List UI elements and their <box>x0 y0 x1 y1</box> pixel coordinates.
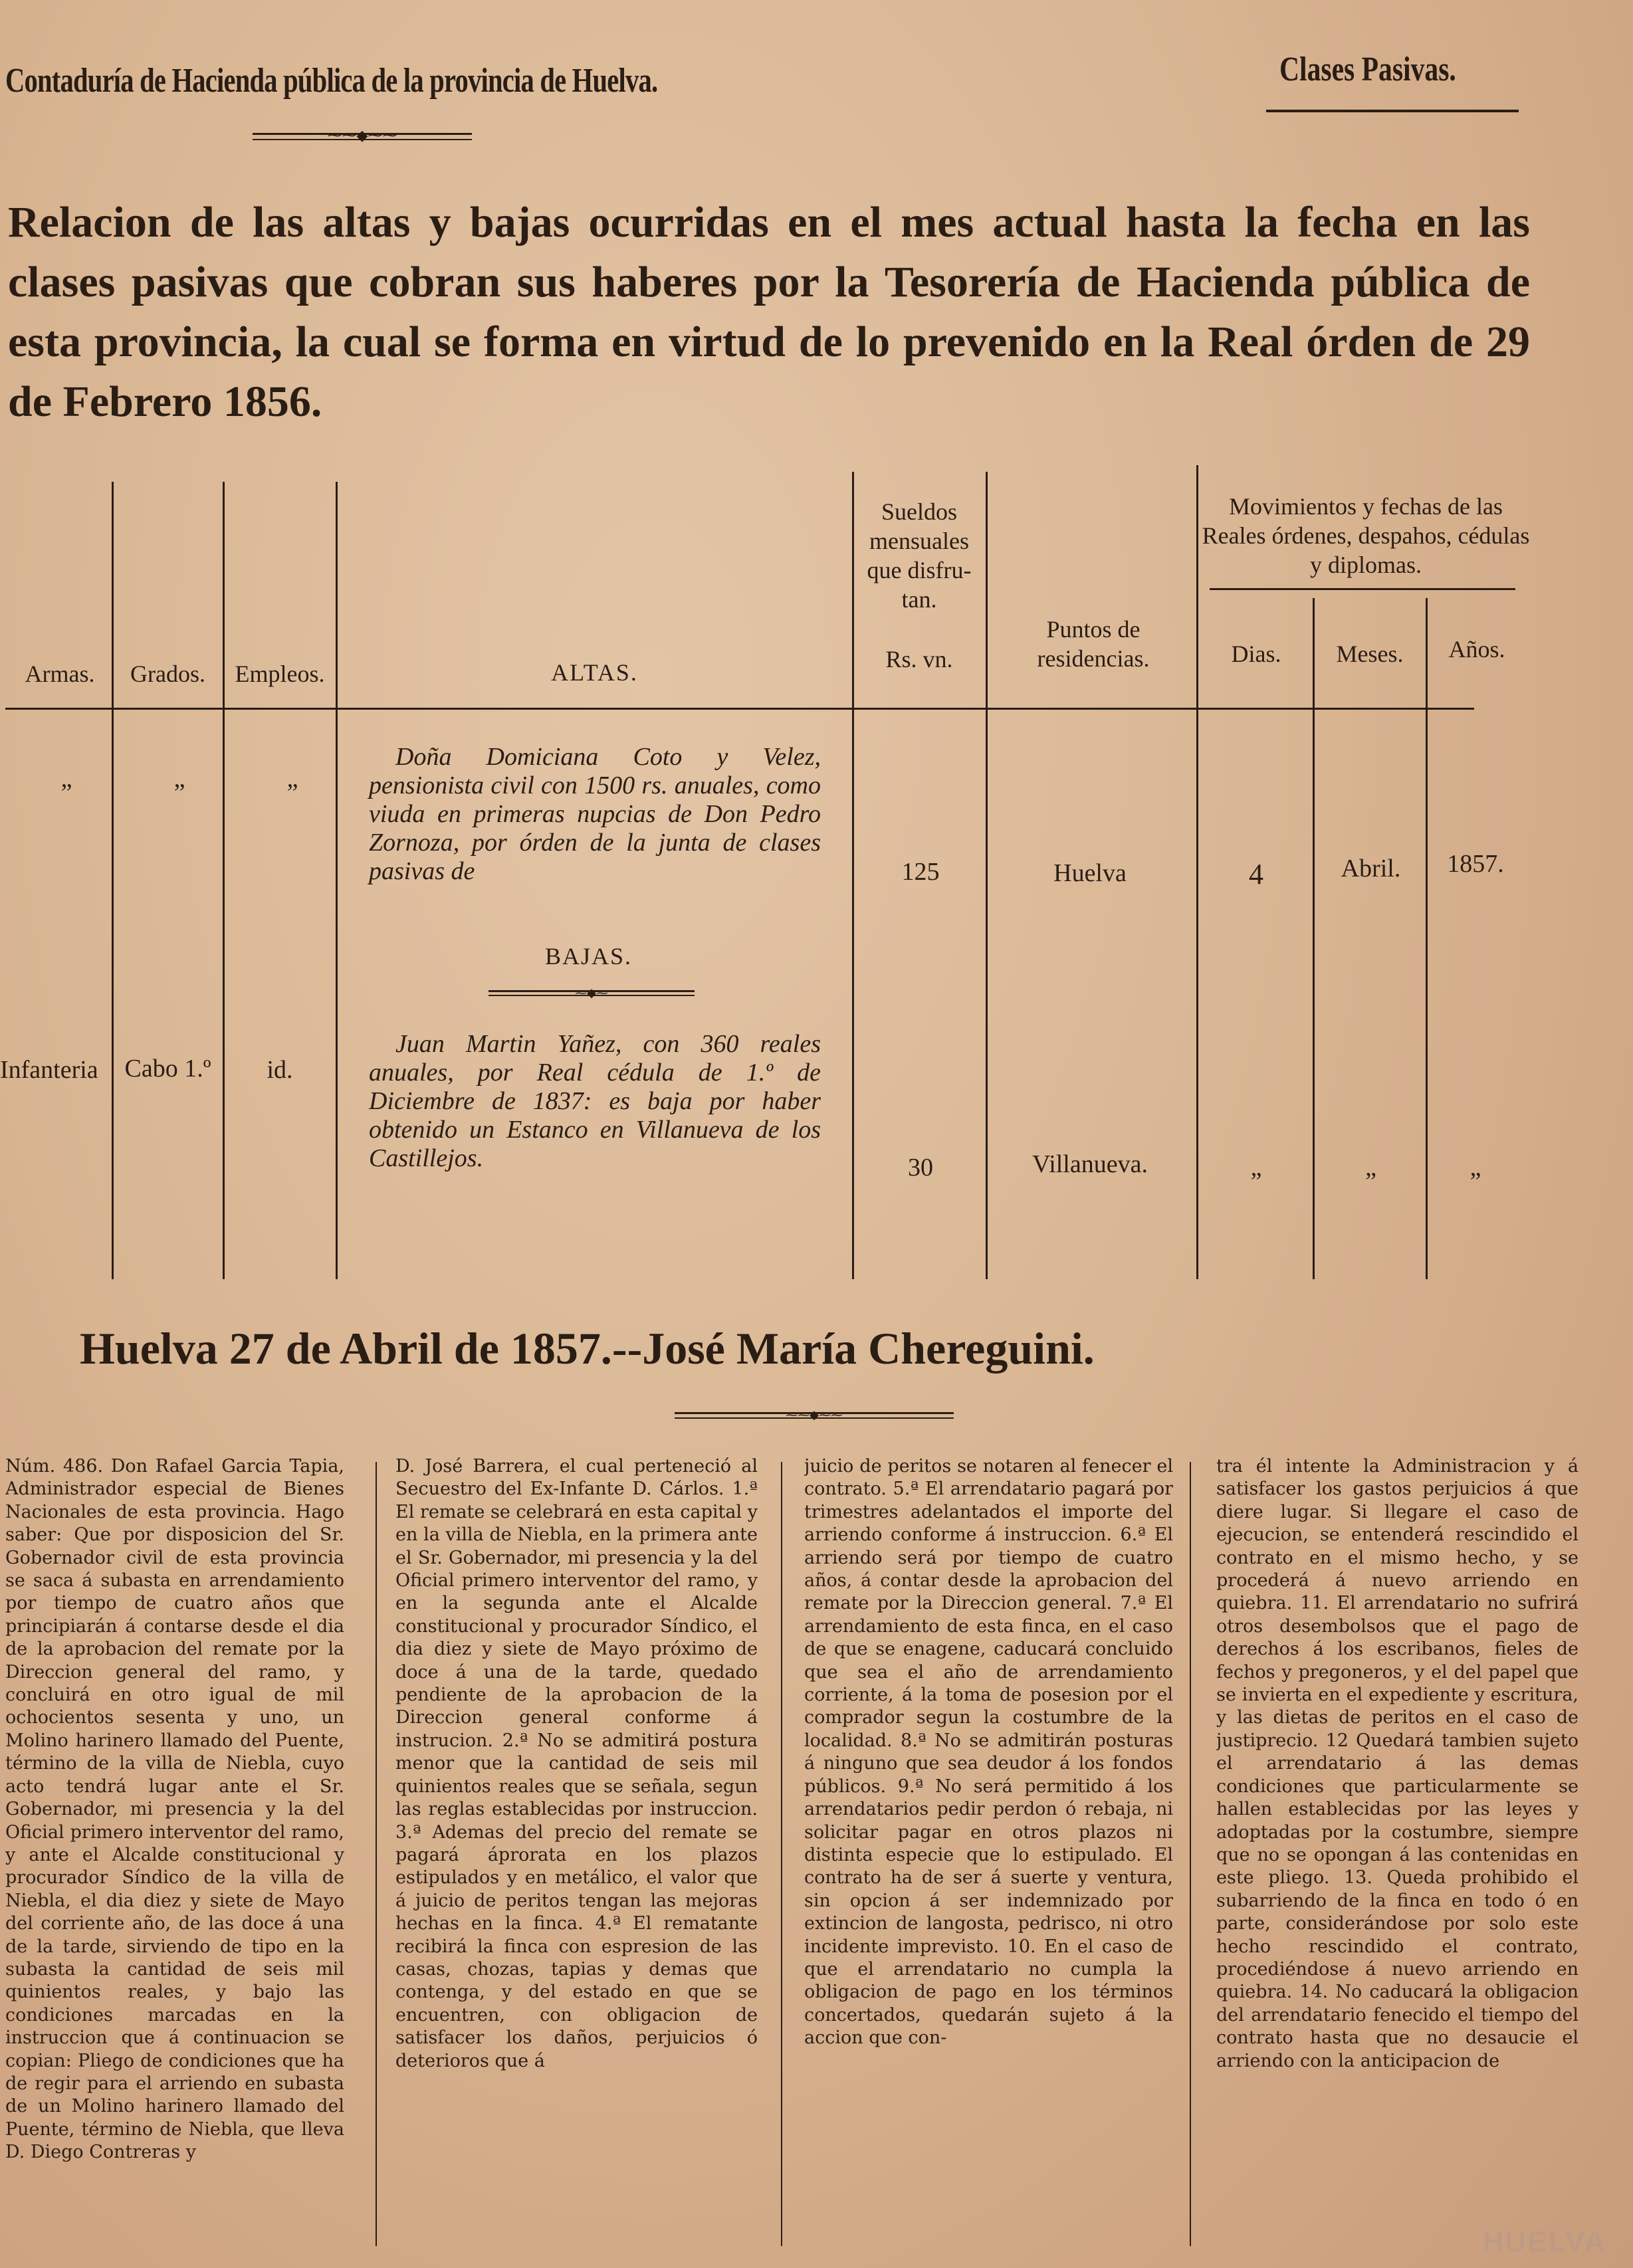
alta-anos: 1857. <box>1447 850 1504 878</box>
grid-line <box>336 482 338 1279</box>
baja-empleos: id. <box>267 1056 293 1084</box>
alta-dias: 4 <box>1249 858 1263 890</box>
text-column-2 <box>395 1455 758 2253</box>
alta-grados: „ <box>173 765 185 793</box>
section-header: Clases Pasivas. <box>1279 51 1456 88</box>
grid-line <box>112 482 114 1279</box>
header-meses: Meses. <box>1336 641 1404 667</box>
office-header: Contaduría de Hacienda pública de la provincia de Huelva. <box>5 62 658 100</box>
signature-line: Huelva 27 de Abril de 1857.--José María Chereguini. <box>80 1323 1095 1374</box>
bajas-label: BAJAS. <box>545 943 633 970</box>
column-divider <box>781 1462 782 2246</box>
baja-residencia: Villanueva. <box>1032 1150 1148 1178</box>
page-title: Relacion de las altas y bajas ocurridas en el mes actual hasta la fecha en las clases pasivas que cobran sus haberes por la Tesorería de Hacienda pública de esta provincia, la cual se forma en virtud de lo prevenido en la Real órden de 29 de Febrero 1856. <box>8 198 1530 426</box>
header-anos: Años. <box>1448 636 1505 663</box>
bajas-ornament: ⁓◆⁓ <box>489 990 695 996</box>
text-column-1 <box>5 1455 344 2253</box>
column-2-text: D. José Barrera, el cual perteneció al Secuestro del Ex-Infante D. Cárlos. 1.ª El remate se celebrará en esta capital y en la villa de Niebla, en la primera ante el Sr. Gobernador, mi presencia y la del Oficial primero interventor del ramo, y en la segunda ante el Alcalde constitucional y procurador Síndico, el dia diez y siete de Mayo próximo de doce á una de la tarde, quedado pendiente de la aprobacion de la Direccion general conforme á instrucion. 2.ª No se admitirá postura menor que la cantidad de seis mil quinientos reales que se señala, segun las reglas establecidas por instruccion. 3.ª Ademas del precio del remate se pagará áprorata en los plazos estipulados y en metálico, el valor que á juicio de peritos tengan las mejoras hechas en la finca. 4.ª El rematante recibirá la finca con espresion de las casas, chozas, tapias y demas que contenga, y del estado en que se encuentren, con obligacion de satisfacer los daños, perjuicios ó deterioros que á <box>395 1456 758 2071</box>
alta-empleos: „ <box>286 765 298 793</box>
header-bottom-rule <box>5 708 1474 710</box>
baja-grados: Cabo 1.º <box>124 1055 211 1082</box>
alta-meses: Abril. <box>1341 855 1401 882</box>
grid-line <box>1196 465 1198 1279</box>
alta-residencia: Huelva <box>1053 859 1127 887</box>
baja-meses: „ <box>1365 1154 1376 1182</box>
column-3-text: juicio de peritos se notaren al fenecer el contrato. 5.ª El arrendatario pagará por trimestres adelantados el importe del arriendo conforme á instruccion. 6.ª El arriendo será por tiempo de cuatro años, á contar desde la aprobacion del remate por la Direccion general. 7.ª El arrendamiento de esta finca, en el caso de que se enagene, caducará concluido que sea el año de arrendamiento corriente, á la toma de posesion por el comprador segun la costumbre de la localidad. 8.ª No se admitirán posturas á ninguno que sea deudor á los fondos públicos. 9.ª No será permitido á los arrendatarios pedir perdon ó rebaja, ni solicitar pagar en otros plazos ni distinta especie que lo estipulado. El contrato ha de ser á suerte y ventura, sin opcion á ser indemnizado por extincion de langosta, pedrisco, ni otro incidente imprevisto. 10. En el caso de que el arrendatario no cumpla la obligacion de pago en los términos concertados, quedarán sujeto á la accion que con- <box>804 1456 1173 2049</box>
grid-line <box>223 482 225 1279</box>
header-dias: Dias. <box>1231 641 1281 667</box>
baja-text: Juan Martin Yañez, con 360 reales anuales, por Real cédula de 1.º de Diciembre de 1837: es baja por haber obtenido un Estanco en Villanueva de los Castillejos. <box>369 1030 821 1172</box>
header-grados: Grados. <box>130 661 205 687</box>
alta-text: Doña Domiciana Coto y Velez, pensionista civil con 1500 rs. anuales, como viuda en primeras nupcias de Don Pedro Zornoza, por órden de la junta de clases pasivas de <box>369 743 821 885</box>
baja-sueldo: 30 <box>908 1154 933 1182</box>
movimientos-rule <box>1210 588 1515 590</box>
header-movimientos: Movimientos y fechas de las Reales órdenes, despahos, cédulas y diplomas. <box>1202 493 1530 578</box>
text-column-4 <box>1216 1455 1579 2253</box>
alta-armas: „ <box>60 765 72 793</box>
column-4-text: tra él intente la Administracion y á satisfacer los gastos perjuicios á que diere lugar. Si llegare el caso de ejecucion, se entenderá rescindido el contrato en el mismo hecho, y se procederá á nuevo arriendo en quiebra. 11. El arrendatario no sufrirá otros desembolsos que el pago de derechos á los escribanos, fieles de fechos y pregoneros, y el del papel que se invierta en el expediente y escritura, y las dietas de peritos en el caso de justiprecio. 12 Quedará tambien sujeto el arrendatario á las demas condiciones que particularmente se hallen establecidas por las leyes y adoptadas por la costumbre, siempre que no se opongan á las contenidas en este pliego. 13. Queda prohibido el subarriendo de la finca en todo ó en parte, considerándose por solo este hecho rescindido el contrato, procediéndose á nuevo arriendo en quiebra. 14. No caducará la obligacion del arrendatario fenecido el tiempo del contrato hasta que no desaucie el arriendo con la anticipacion de <box>1216 1456 1579 2071</box>
header-rule <box>1266 110 1519 112</box>
column-divider <box>376 1462 377 2246</box>
alta-sueldo: 125 <box>901 858 940 886</box>
text-column-3 <box>804 1455 1173 2253</box>
grid-line <box>986 472 988 1279</box>
signature-ornament: ⁓⁓◆⁓⁓ <box>675 1412 954 1419</box>
header-altas: ALTAS. <box>551 659 638 686</box>
archive-watermark: HUELVA <box>1482 2225 1606 2258</box>
grid-line <box>1313 598 1315 1279</box>
header-puntos: Puntos de residencias. <box>1037 616 1150 672</box>
column-1-text: Núm. 486. Don Rafael Garcia Tapia, Administrador especial de Bienes Nacionales de esta provincia. Hago saber: Que por disposicion del Sr. Gobernador civil de esta provincia se saca á subasta en arrendamiento por tiempo de cuatro años que principiarán á contarse desde el dia de la aprobacion del remate por la Direccion general del ramo, y concluirá en otro igual de mil ochocientos sesenta y uno, un Molino harinero llamado del Puente, término de la villa de Niebla, cuyo acto tendrá lugar ante el Sr. Gobernador, mi presencia y la del Oficial primero interventor del ramo, y ante el Alcalde constitucional y procurador Síndico de la villa de Niebla, el dia diez y siete de Mayo del corriente año, de las doce á una de la tarde, sirviendo de tipo en la subasta la cantidad de seis mil quinientos reales, y bajo las condiciones marcadas en la instruccion que á continuacion se copian: Pliego de condiciones que ha de regir para el arriendo en subasta de un Molino harinero llamado del Puente, término de Niebla, que lleva D. Diego Contreras y <box>5 1456 344 2163</box>
baja-anos: „ <box>1470 1154 1481 1182</box>
header-empleos: Empleos. <box>235 661 325 687</box>
baja-armas: Infanteria <box>0 1056 98 1084</box>
baja-dias: „ <box>1250 1154 1262 1182</box>
header-rs-vn: Rs. vn. <box>885 646 953 672</box>
header-ornament: ⁓⁓◆⁓⁓ <box>253 133 472 140</box>
header-sueldos: Sueldos mensuales que disfru- tan. <box>867 498 972 613</box>
header-armas: Armas. <box>25 661 95 687</box>
column-divider <box>1190 1462 1191 2246</box>
